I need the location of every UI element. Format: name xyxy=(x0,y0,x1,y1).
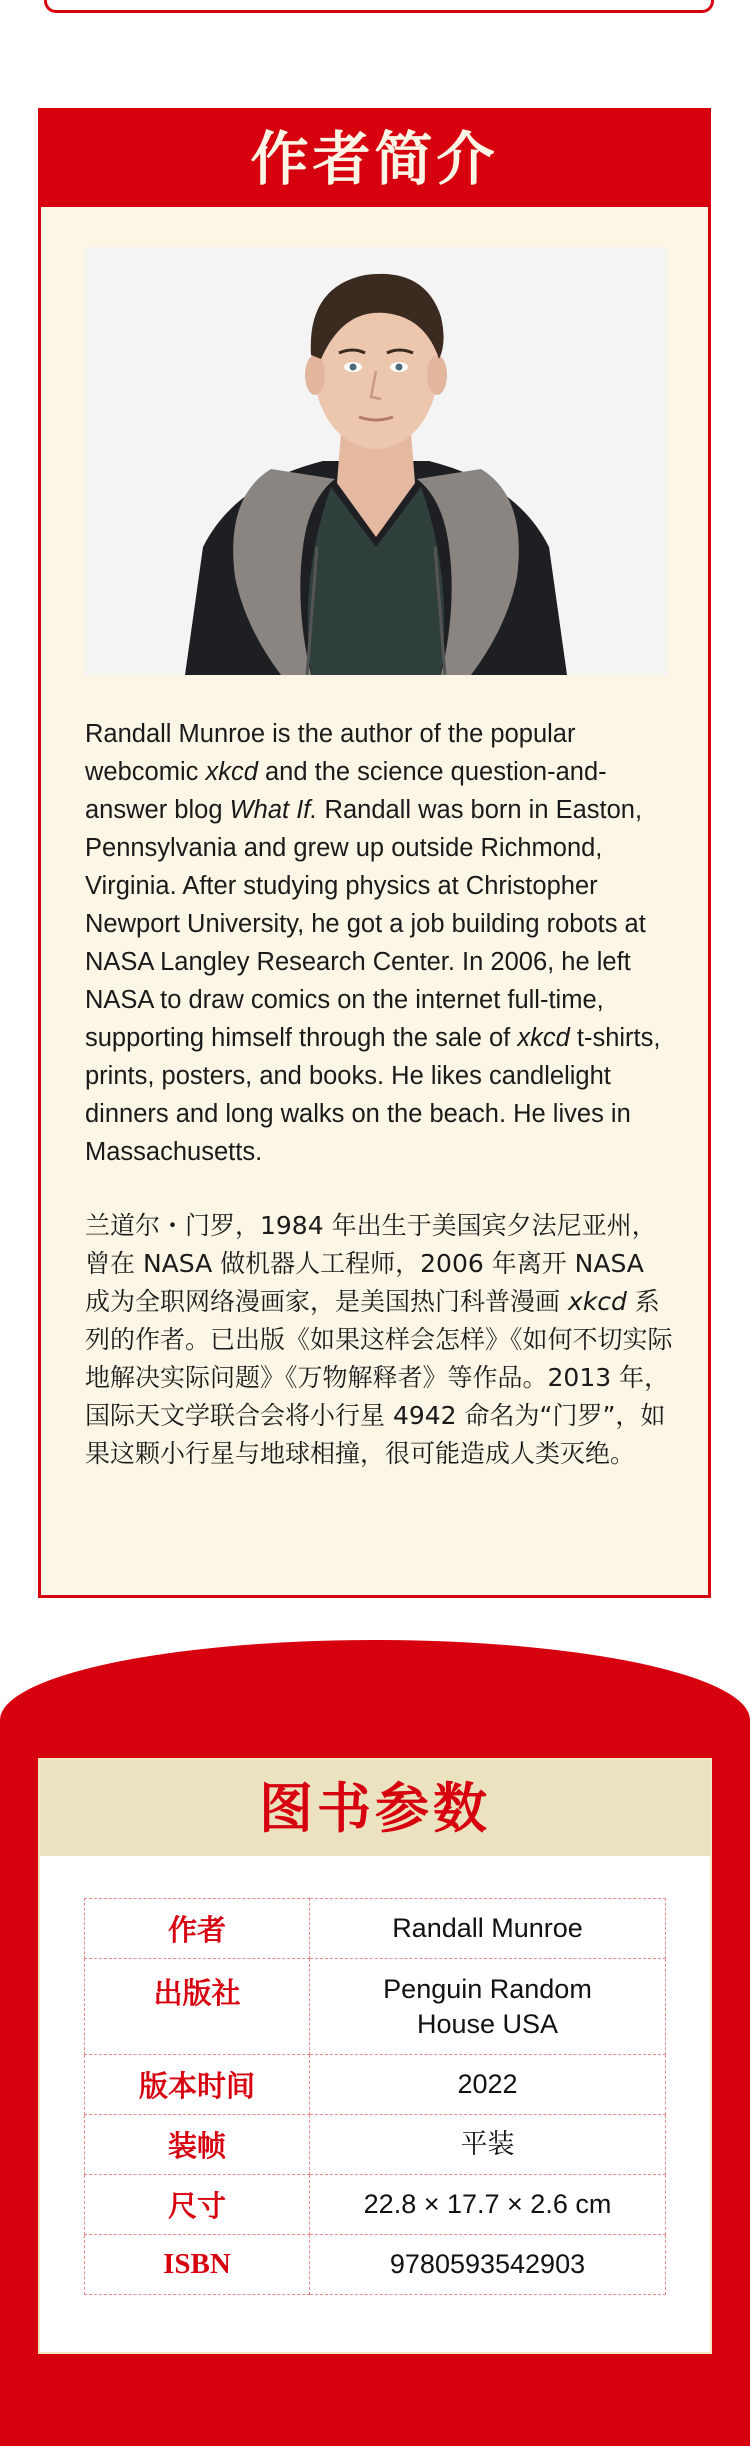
spec-value: 22.8 × 17.7 × 2.6 cm xyxy=(310,2175,666,2235)
table-row xyxy=(85,1959,666,2055)
author-bio-chinese: 兰道尔・门罗，1984 年出生于美国宾夕法尼亚州，曾在 NASA 做机器人工程师，2006 年离开 NASA 成为全职网络漫画家，是美国热门科普漫画 xkcd 系列的作者。已出版《如果这样会怎样》《如何不切实际地解决实际问题》《万物解释者》等作品。2013 年，国际天文学联合会将小行星 4942 命名为“门罗”，如果这颗小行星与地球相撞，很可能造成人类灭绝。 xyxy=(85,1211,673,1468)
table-row xyxy=(85,1899,666,1959)
spec-label: ISBN xyxy=(85,2235,310,2295)
spec-label: 作者 xyxy=(85,1899,310,1959)
spec-label: 版本时间 xyxy=(85,2055,310,2115)
spec-value: Penguin Random House USA xyxy=(310,1959,666,2055)
spec-label: 出版社 xyxy=(85,1959,310,2055)
spec-label: 装帧 xyxy=(85,2115,310,2175)
author-intro-card xyxy=(38,108,711,1598)
previous-section-frame xyxy=(44,0,714,13)
book-specs-title: 图书参数 xyxy=(40,1760,710,1856)
spec-label: 尺寸 xyxy=(85,2175,310,2235)
spec-value: 2022 xyxy=(310,2055,666,2115)
table-row xyxy=(85,2115,666,2175)
spec-value: 平装 xyxy=(310,2115,666,2175)
table-row xyxy=(85,2235,666,2295)
spec-value: Randall Munroe xyxy=(310,1899,666,1959)
author-bio-english: Randall Munroe is the author of the popular webcomic xkcd and the science question-and-answer blog What If. Randall was born in Easton, Pennsylvania and grew up outside Richmond, Virginia. After studying physics at Christopher Newport University, he got a job building robots at NASA Langley Research Center. In 2006, he left NASA to draw comics on the internet full-time, supporting himself through the sale of xkcd t-shirts, prints, posters, and books. He likes candlelight dinners and long walks on the beach. He lives in Massachusetts. xyxy=(85,720,661,1166)
author-portrait-image xyxy=(85,247,667,675)
book-specs-table xyxy=(84,1898,666,2295)
author-photo xyxy=(85,247,667,675)
table-row xyxy=(85,2055,666,2115)
table-row xyxy=(85,2175,666,2235)
spec-value: 9780593542903 xyxy=(310,2235,666,2295)
author-intro-title: 作者简介 xyxy=(41,111,708,207)
book-specs-card xyxy=(38,1758,712,2354)
